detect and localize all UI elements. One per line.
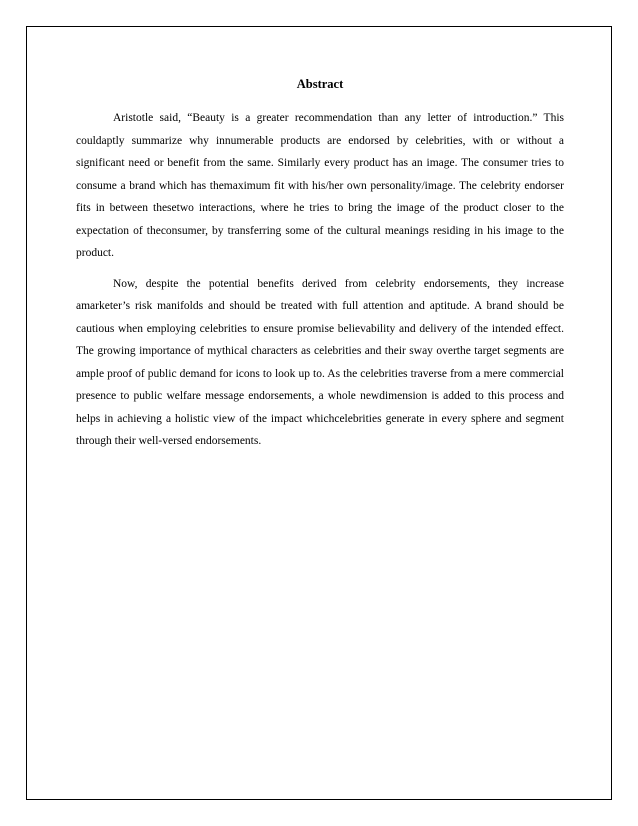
document-body (76, 76, 564, 461)
abstract-paragraph-1: Aristotle said, “Beauty is a greater recommendation than any letter of introduction.” This couldaptly summarize why innumerable products are endorsed by celebrities, with or without a significant need or benefit from the same. Similarly every product has an image. The consumer tries to consume a brand which has themaximum fit with his/her own personality/image. The celebrity endorser fits in between thesetwo interactions, where he tries to bring the image of the product closer to the expectation of theconsumer, by transferring some of the cultural meanings residing in his image to the product. (76, 112, 564, 259)
abstract-heading: Abstract (296, 77, 344, 91)
abstract-paragraph-2: Now, despite the potential benefits derived from celebrity endorsements, they increase amarketer’s risk manifolds and should be treated with full attention and aptitude. A brand should be cautious when employing celebrities to ensure promise believability and delivery of the intended effect. The growing importance of mythical characters as celebrities and their sway overthe target segments are ample proof of public demand for icons to look up to. As the celebrities traverse from a mere commercial presence to public welfare message endorsements, a whole newdimension is added to this process and helps in achieving a holistic view of the impact whichcelebrities generate in every sphere and segment through their well-versed endorsements. (76, 277, 564, 447)
